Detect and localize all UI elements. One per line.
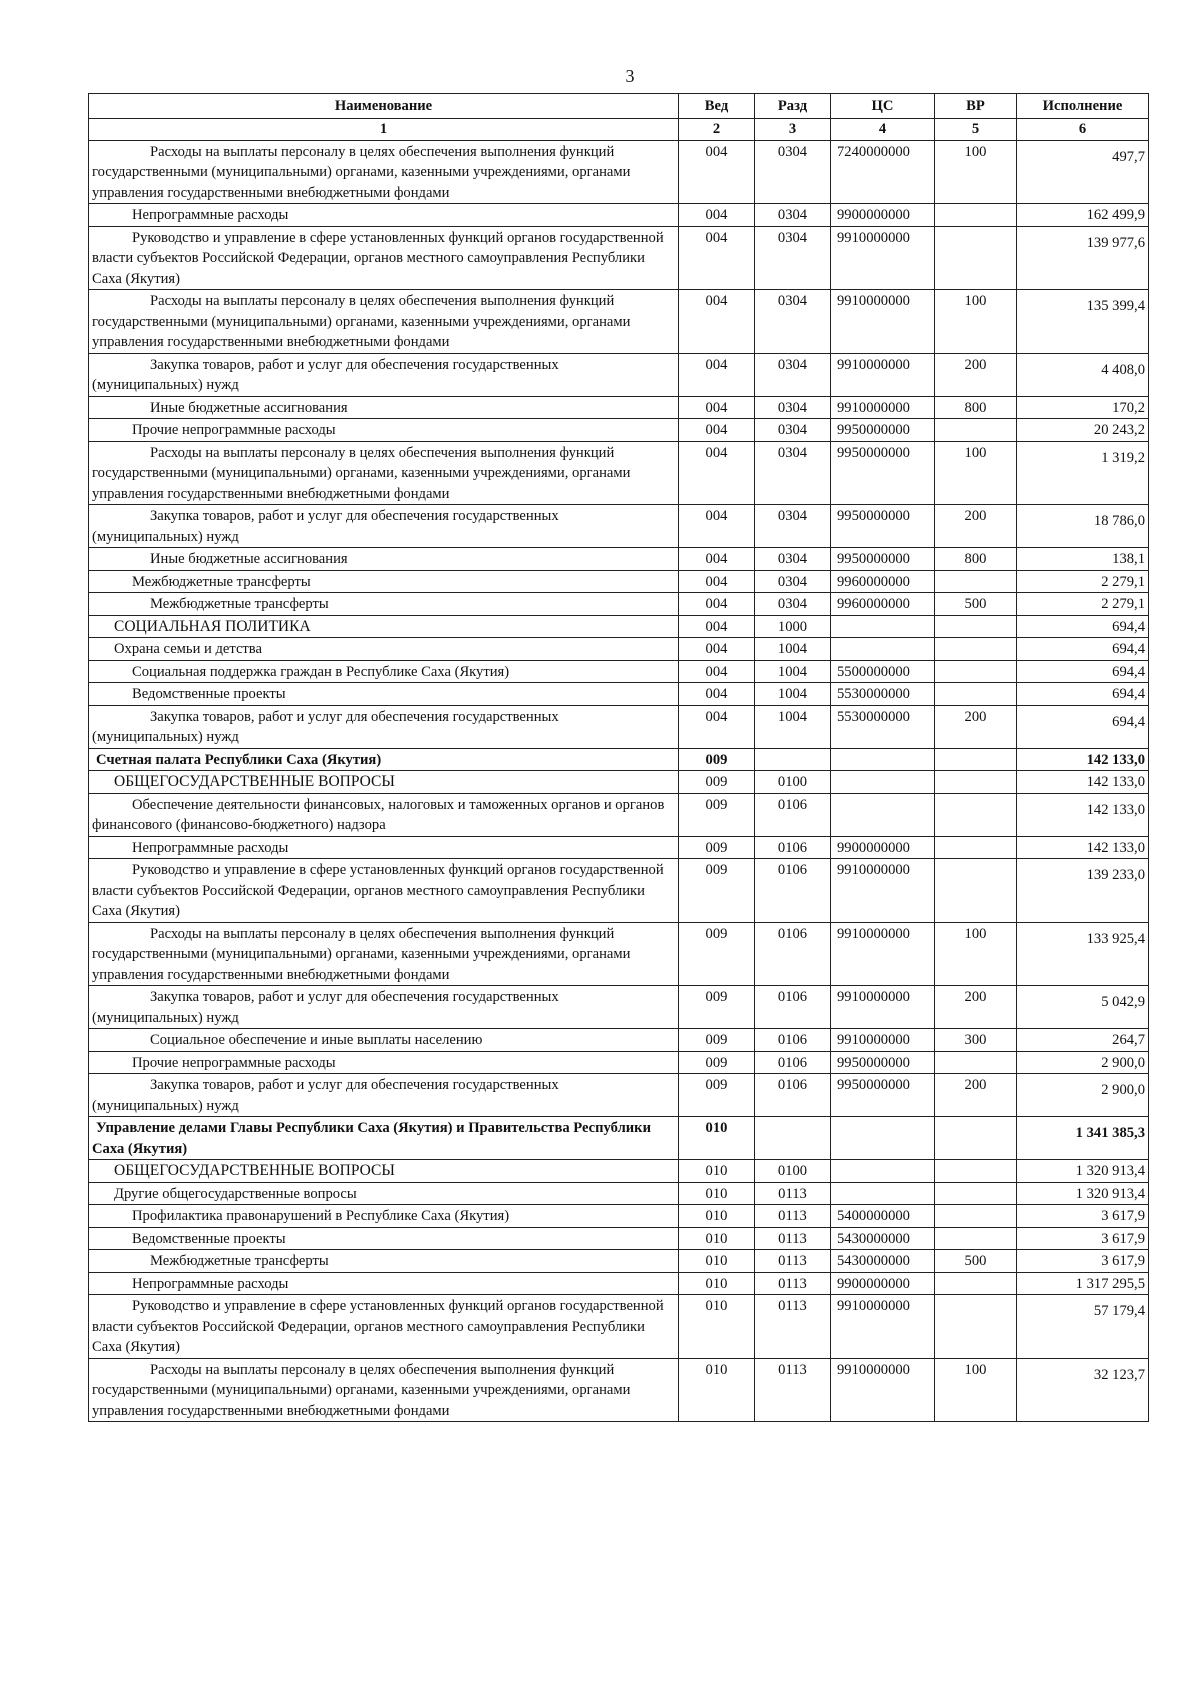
row-razd: 0304: [755, 396, 831, 419]
row-cs: 5430000000: [831, 1227, 935, 1250]
row-ved: 004: [679, 705, 755, 748]
table-row: [89, 859, 1149, 923]
row-cs: 9910000000: [831, 859, 935, 923]
row-amount: 2 279,1: [1017, 570, 1149, 593]
column-number: 6: [1017, 119, 1149, 141]
table-row: [89, 441, 1149, 505]
row-razd: 0106: [755, 836, 831, 859]
row-vr: 100: [935, 441, 1017, 505]
row-ved: 009: [679, 1029, 755, 1052]
table-row: [89, 548, 1149, 571]
table-row: [89, 204, 1149, 227]
page-number: 3: [625, 66, 635, 86]
row-name: Непрограммные расходы: [89, 836, 679, 859]
row-razd: 0304: [755, 441, 831, 505]
row-amount: 20 243,2: [1017, 419, 1149, 442]
column-number: 3: [755, 119, 831, 141]
row-ved: 009: [679, 748, 755, 771]
row-amount: 138,1: [1017, 548, 1149, 571]
row-name: Закупка товаров, работ и услуг для обеспечения государственных (муниципальных) нужд: [89, 353, 679, 396]
row-vr: [935, 859, 1017, 923]
row-amount: 2 900,0: [1017, 1051, 1149, 1074]
row-name: Социальная поддержка граждан в Республике Саха (Якутия): [89, 660, 679, 683]
row-cs: [831, 1160, 935, 1183]
header-vr: ВР: [935, 94, 1017, 119]
row-vr: [935, 638, 1017, 661]
row-name: Непрограммные расходы: [89, 204, 679, 227]
row-razd: 0106: [755, 922, 831, 986]
row-ved: 009: [679, 859, 755, 923]
row-ved: 004: [679, 419, 755, 442]
table-body: [89, 140, 1149, 1422]
row-name: Руководство и управление в сфере установленных функций органов государственной власти субъектов Российской Федерации, органов местного самоуправления Республики Саха (Якутия): [89, 1295, 679, 1359]
row-ved: 010: [679, 1272, 755, 1295]
row-vr: 100: [935, 290, 1017, 354]
row-amount: 139 977,6: [1017, 226, 1149, 290]
table-row: [89, 922, 1149, 986]
row-cs: 5500000000: [831, 660, 935, 683]
row-vr: [935, 1117, 1017, 1160]
row-amount: 4 408,0: [1017, 353, 1149, 396]
table-row: [89, 638, 1149, 661]
row-name: Руководство и управление в сфере установленных функций органов государственной власти субъектов Российской Федерации, органов местного самоуправления Республики Саха (Якутия): [89, 226, 679, 290]
row-cs: 9900000000: [831, 836, 935, 859]
column-number: 1: [89, 119, 679, 141]
row-ved: 004: [679, 593, 755, 616]
row-razd: [755, 1117, 831, 1160]
row-razd: 1004: [755, 638, 831, 661]
row-amount: 170,2: [1017, 396, 1149, 419]
row-razd: 0106: [755, 793, 831, 836]
row-name: Межбюджетные трансферты: [89, 570, 679, 593]
row-cs: 9950000000: [831, 419, 935, 442]
row-ved: 010: [679, 1117, 755, 1160]
row-razd: 0304: [755, 570, 831, 593]
row-razd: 0304: [755, 353, 831, 396]
row-vr: [935, 226, 1017, 290]
row-ved: 004: [679, 660, 755, 683]
column-number: 2: [679, 119, 755, 141]
row-vr: 100: [935, 922, 1017, 986]
row-amount: 694,4: [1017, 683, 1149, 706]
row-ved: 009: [679, 986, 755, 1029]
row-vr: 200: [935, 353, 1017, 396]
row-ved: 004: [679, 615, 755, 638]
table-row: [89, 1182, 1149, 1205]
row-amount: 133 925,4: [1017, 922, 1149, 986]
row-name: Межбюджетные трансферты: [89, 593, 679, 616]
row-cs: 9910000000: [831, 353, 935, 396]
row-name: Прочие непрограммные расходы: [89, 419, 679, 442]
row-cs: [831, 1117, 935, 1160]
table-row: [89, 1250, 1149, 1273]
table-row: [89, 1227, 1149, 1250]
row-ved: 004: [679, 638, 755, 661]
row-vr: [935, 1227, 1017, 1250]
row-razd: 1004: [755, 705, 831, 748]
row-cs: 9950000000: [831, 441, 935, 505]
row-ved: 009: [679, 1051, 755, 1074]
row-ved: 010: [679, 1227, 755, 1250]
row-amount: 139 233,0: [1017, 859, 1149, 923]
row-cs: 9900000000: [831, 1272, 935, 1295]
column-number: 5: [935, 119, 1017, 141]
table-row: [89, 986, 1149, 1029]
header-execution: Исполнение: [1017, 94, 1149, 119]
table-row: [89, 1117, 1149, 1160]
row-cs: 9910000000: [831, 290, 935, 354]
table-row: [89, 593, 1149, 616]
row-razd: 0304: [755, 226, 831, 290]
row-name: Закупка товаров, работ и услуг для обеспечения государственных (муниципальных) нужд: [89, 705, 679, 748]
row-razd: 0106: [755, 1029, 831, 1052]
row-vr: 800: [935, 548, 1017, 571]
row-vr: [935, 660, 1017, 683]
row-razd: 0106: [755, 1074, 831, 1117]
row-cs: [831, 771, 935, 794]
table-row: [89, 1272, 1149, 1295]
row-name: Управление делами Главы Республики Саха (Якутия) и Правительства Республики Саха (Якутия): [89, 1117, 679, 1160]
row-vr: [935, 1160, 1017, 1183]
row-ved: 004: [679, 548, 755, 571]
row-cs: 5530000000: [831, 705, 935, 748]
row-ved: 009: [679, 922, 755, 986]
table-row: [89, 396, 1149, 419]
row-cs: 5430000000: [831, 1250, 935, 1273]
row-vr: 200: [935, 505, 1017, 548]
row-cs: 9910000000: [831, 1029, 935, 1052]
row-cs: 9910000000: [831, 1358, 935, 1422]
row-amount: 142 133,0: [1017, 836, 1149, 859]
row-amount: 5 042,9: [1017, 986, 1149, 1029]
row-ved: 004: [679, 396, 755, 419]
row-name: Руководство и управление в сфере установленных функций органов государственной власти субъектов Российской Федерации, органов местного самоуправления Республики Саха (Якутия): [89, 859, 679, 923]
row-vr: [935, 1182, 1017, 1205]
row-vr: [935, 1295, 1017, 1359]
row-name: Закупка товаров, работ и услуг для обеспечения государственных (муниципальных) нужд: [89, 986, 679, 1029]
row-vr: 100: [935, 1358, 1017, 1422]
row-razd: 0113: [755, 1250, 831, 1273]
row-razd: 1000: [755, 615, 831, 638]
row-razd: 0113: [755, 1295, 831, 1359]
row-razd: 0113: [755, 1272, 831, 1295]
row-cs: 9950000000: [831, 505, 935, 548]
row-amount: 694,4: [1017, 615, 1149, 638]
row-vr: [935, 1051, 1017, 1074]
row-name: Охрана семьи и детства: [89, 638, 679, 661]
row-cs: 9950000000: [831, 1074, 935, 1117]
row-razd: 0113: [755, 1182, 831, 1205]
row-amount: 1 341 385,3: [1017, 1117, 1149, 1160]
table-row: [89, 836, 1149, 859]
row-name: Расходы на выплаты персоналу в целях обеспечения выполнения функций государственными (муниципальными) органами, казенными учреждениями, органами управления государственными внебюджетными фондами: [89, 1358, 679, 1422]
row-razd: 0304: [755, 505, 831, 548]
row-vr: [935, 1205, 1017, 1228]
row-ved: 010: [679, 1250, 755, 1273]
row-amount: 57 179,4: [1017, 1295, 1149, 1359]
table-row: [89, 1029, 1149, 1052]
row-razd: 0106: [755, 1051, 831, 1074]
row-razd: 0113: [755, 1358, 831, 1422]
budget-table: [88, 93, 1149, 1422]
column-number: 4: [831, 119, 935, 141]
row-amount: 142 133,0: [1017, 771, 1149, 794]
row-amount: 32 123,7: [1017, 1358, 1149, 1422]
row-amount: 694,4: [1017, 705, 1149, 748]
row-razd: 0304: [755, 204, 831, 227]
row-razd: 0304: [755, 548, 831, 571]
row-cs: [831, 748, 935, 771]
table-row: [89, 1051, 1149, 1074]
row-ved: 004: [679, 683, 755, 706]
row-name: СОЦИАЛЬНАЯ ПОЛИТИКА: [89, 615, 679, 638]
row-name: Обеспечение деятельности финансовых, налоговых и таможенных органов и органов финансового (финансово-бюджетного) надзора: [89, 793, 679, 836]
row-razd: [755, 748, 831, 771]
row-ved: 010: [679, 1205, 755, 1228]
row-vr: 300: [935, 1029, 1017, 1052]
header-ved: Вед: [679, 94, 755, 119]
table-row: [89, 1358, 1149, 1422]
row-cs: 9910000000: [831, 922, 935, 986]
row-cs: 9950000000: [831, 548, 935, 571]
row-name: Расходы на выплаты персоналу в целях обеспечения выполнения функций государственными (муниципальными) органами, казенными учреждениями, органами управления государственными внебюджетными фондами: [89, 140, 679, 204]
table-row: [89, 771, 1149, 794]
row-cs: 5400000000: [831, 1205, 935, 1228]
row-amount: 162 499,9: [1017, 204, 1149, 227]
row-name: Иные бюджетные ассигнования: [89, 396, 679, 419]
column-number-row: [89, 119, 1149, 141]
row-ved: 004: [679, 290, 755, 354]
row-name: Иные бюджетные ассигнования: [89, 548, 679, 571]
row-name: Непрограммные расходы: [89, 1272, 679, 1295]
row-cs: [831, 615, 935, 638]
table-row: [89, 683, 1149, 706]
table-row: [89, 660, 1149, 683]
row-cs: 9910000000: [831, 396, 935, 419]
table-row: [89, 1205, 1149, 1228]
row-vr: 200: [935, 705, 1017, 748]
row-vr: [935, 570, 1017, 593]
row-ved: 004: [679, 353, 755, 396]
row-amount: 3 617,9: [1017, 1205, 1149, 1228]
row-name: Закупка товаров, работ и услуг для обеспечения государственных (муниципальных) нужд: [89, 505, 679, 548]
row-razd: 1004: [755, 683, 831, 706]
row-amount: 694,4: [1017, 638, 1149, 661]
row-vr: [935, 748, 1017, 771]
row-amount: 135 399,4: [1017, 290, 1149, 354]
row-name: Расходы на выплаты персоналу в целях обеспечения выполнения функций государственными (муниципальными) органами, казенными учреждениями, органами управления государственными внебюджетными фондами: [89, 290, 679, 354]
row-cs: 9950000000: [831, 1051, 935, 1074]
row-vr: [935, 836, 1017, 859]
table-row: [89, 615, 1149, 638]
row-razd: 0100: [755, 771, 831, 794]
row-cs: [831, 793, 935, 836]
row-razd: 0304: [755, 140, 831, 204]
row-amount: 264,7: [1017, 1029, 1149, 1052]
row-vr: [935, 615, 1017, 638]
row-vr: 500: [935, 1250, 1017, 1273]
row-name: Расходы на выплаты персоналу в целях обеспечения выполнения функций государственными (муниципальными) органами, казенными учреждениями, органами управления государственными внебюджетными фондами: [89, 441, 679, 505]
row-razd: 0304: [755, 419, 831, 442]
row-name: Профилактика правонарушений в Республике Саха (Якутия): [89, 1205, 679, 1228]
row-amount: 142 133,0: [1017, 793, 1149, 836]
row-ved: 004: [679, 140, 755, 204]
table-row: [89, 1074, 1149, 1117]
row-vr: 500: [935, 593, 1017, 616]
row-name: Ведомственные проекты: [89, 1227, 679, 1250]
table-row: [89, 505, 1149, 548]
row-name: Социальное обеспечение и иные выплаты населению: [89, 1029, 679, 1052]
row-ved: 010: [679, 1295, 755, 1359]
row-cs: 9910000000: [831, 986, 935, 1029]
row-name: Ведомственные проекты: [89, 683, 679, 706]
row-amount: 694,4: [1017, 660, 1149, 683]
row-name: Счетная палата Республики Саха (Якутия): [89, 748, 679, 771]
row-cs: 9900000000: [831, 204, 935, 227]
row-razd: 0113: [755, 1227, 831, 1250]
row-cs: 9960000000: [831, 570, 935, 593]
row-vr: [935, 793, 1017, 836]
row-razd: 0100: [755, 1160, 831, 1183]
table-row: [89, 1160, 1149, 1183]
table-row: [89, 1295, 1149, 1359]
table-row: [89, 140, 1149, 204]
row-razd: 0106: [755, 986, 831, 1029]
row-ved: 004: [679, 570, 755, 593]
row-amount: 3 617,9: [1017, 1227, 1149, 1250]
row-amount: 497,7: [1017, 140, 1149, 204]
row-amount: 2 900,0: [1017, 1074, 1149, 1117]
row-amount: 3 617,9: [1017, 1250, 1149, 1273]
table-row: [89, 748, 1149, 771]
row-amount: 2 279,1: [1017, 593, 1149, 616]
row-ved: 009: [679, 1074, 755, 1117]
row-name: Закупка товаров, работ и услуг для обеспечения государственных (муниципальных) нужд: [89, 1074, 679, 1117]
header-cs: ЦС: [831, 94, 935, 119]
row-ved: 009: [679, 836, 755, 859]
row-vr: [935, 683, 1017, 706]
row-razd: 0113: [755, 1205, 831, 1228]
table-row: [89, 419, 1149, 442]
row-amount: 1 319,2: [1017, 441, 1149, 505]
row-name: Другие общегосударственные вопросы: [89, 1182, 679, 1205]
row-cs: 7240000000: [831, 140, 935, 204]
row-name: ОБЩЕГОСУДАРСТВЕННЫЕ ВОПРОСЫ: [89, 1160, 679, 1183]
table-row: [89, 353, 1149, 396]
row-vr: 100: [935, 140, 1017, 204]
row-ved: 009: [679, 771, 755, 794]
row-razd: 1004: [755, 660, 831, 683]
row-cs: 9960000000: [831, 593, 935, 616]
row-vr: [935, 419, 1017, 442]
row-ved: 010: [679, 1182, 755, 1205]
header-razd: Разд: [755, 94, 831, 119]
row-cs: [831, 1182, 935, 1205]
row-cs: 5530000000: [831, 683, 935, 706]
table-row: [89, 570, 1149, 593]
row-name: Расходы на выплаты персоналу в целях обеспечения выполнения функций государственными (муниципальными) органами, казенными учреждениями, органами управления государственными внебюджетными фондами: [89, 922, 679, 986]
table-row: [89, 290, 1149, 354]
row-amount: 142 133,0: [1017, 748, 1149, 771]
row-amount: 1 320 913,4: [1017, 1182, 1149, 1205]
row-amount: 18 786,0: [1017, 505, 1149, 548]
row-cs: 9910000000: [831, 1295, 935, 1359]
table-row: [89, 705, 1149, 748]
row-vr: [935, 771, 1017, 794]
row-vr: 200: [935, 1074, 1017, 1117]
row-name: ОБЩЕГОСУДАРСТВЕННЫЕ ВОПРОСЫ: [89, 771, 679, 794]
row-name: Прочие непрограммные расходы: [89, 1051, 679, 1074]
row-razd: 0304: [755, 593, 831, 616]
row-name: Межбюджетные трансферты: [89, 1250, 679, 1273]
table-header-row: [89, 94, 1149, 119]
row-cs: 9910000000: [831, 226, 935, 290]
row-vr: 800: [935, 396, 1017, 419]
row-ved: 004: [679, 204, 755, 227]
row-vr: [935, 1272, 1017, 1295]
header-name: Наименование: [89, 94, 679, 119]
row-ved: 004: [679, 441, 755, 505]
row-amount: 1 320 913,4: [1017, 1160, 1149, 1183]
row-razd: 0106: [755, 859, 831, 923]
row-ved: 009: [679, 793, 755, 836]
row-ved: 004: [679, 505, 755, 548]
row-vr: [935, 204, 1017, 227]
row-ved: 004: [679, 226, 755, 290]
row-amount: 1 317 295,5: [1017, 1272, 1149, 1295]
row-ved: 010: [679, 1358, 755, 1422]
row-razd: 0304: [755, 290, 831, 354]
table-row: [89, 793, 1149, 836]
row-vr: 200: [935, 986, 1017, 1029]
row-cs: [831, 638, 935, 661]
table-row: [89, 226, 1149, 290]
row-ved: 010: [679, 1160, 755, 1183]
